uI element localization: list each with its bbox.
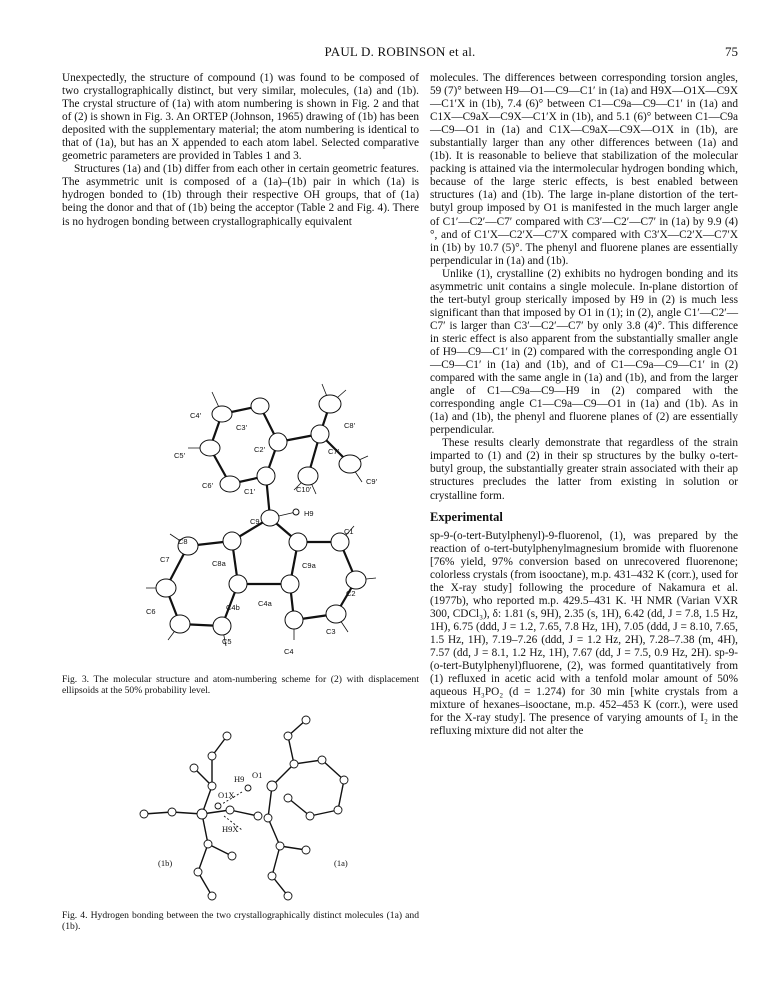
atom-label-c1p: C1′ (244, 487, 255, 496)
atom-label-c2: C2 (346, 589, 356, 598)
running-head-title: PAUL D. ROBINSON et al. (324, 44, 476, 59)
paragraph-5: These results clearly demonstrate that regardless of the strain imparted to (1) and (2) in their sp structures by the bulky o-tert-butyl group, the substantially greater strain associated with their ap structures precludes the latter from existing in solution or crystalline form. (430, 437, 738, 502)
atom-label-c4a: C4a (258, 599, 272, 608)
atom-label-c4: C4 (284, 647, 294, 656)
paragraph-1: Unexpectedly, the structure of compound (1) was found to be composed of two crystallographically distinct, but very similar, molecules, (1a) and (1b). The crystal structure of (1a) with atom numbering is shown in Fig. 2 and that of (2) is shown in Fig. 3. An ORTEP (Johnson, 1965) drawing of (1b) has been deposited with the supplementary material; the atom numbering is identical to that of (1a), but has an X appended to each atom label. Selected comparative geometric parameters are provided in Tables 1 and 3. (62, 72, 419, 163)
running-header (62, 44, 738, 62)
atom-label-c7: C7 (160, 555, 170, 564)
atom-label-c4b: C4b (226, 603, 240, 612)
atom-label-c3p: C3′ (236, 423, 247, 432)
section-title-experimental: Experimental (430, 509, 503, 524)
label-molecule-1a: (1a) (334, 858, 348, 868)
atom-label-c1: C1 (344, 527, 354, 536)
figure-3-drawing (62, 366, 419, 664)
atom-label-c8p: C8′ (344, 421, 355, 430)
label-o1x: O1X (218, 790, 235, 800)
atom-label-c9a: C9a (302, 561, 316, 570)
atom-label-c9p: C9′ (366, 477, 377, 486)
atom-label-c10p: C10′ (296, 485, 312, 494)
figure-4-hydrogen-bonding (62, 706, 419, 906)
atom-label-c8: C8 (178, 537, 188, 546)
atom-label-c6p: C6′ (202, 481, 213, 490)
figure-3-ortep (62, 366, 419, 664)
atom-label-c5: C5 (222, 637, 232, 646)
figure-4-caption: Fig. 4. Hydrogen bonding between the two crystallographically distinct molecules (1a) and (1b). (62, 910, 419, 932)
atom-label-c9: C9 (250, 517, 260, 526)
figure-4-drawing (62, 706, 419, 906)
label-h9: H9 (234, 774, 245, 784)
right-column (430, 72, 738, 738)
paragraph-3: molecules. The differences between corresponding torsion angles, 59 (7)° between H9—O1—C9—C1′ in (1a) and H9X—O1X—C9X—C1′X in (1b), 7.4 (6)° between C1—C9a—C9—C1′ in (1a) and C1X—C9aX—C9X—C1′X in (1b), and 5.1 (6)° between C1—C9a—C9—O1 in (1a) and C1X—C9aX—C9X—O1X in (1b), are substantially larger than any other differences between (1a) and (1b). It is reasonable to believe that stabilization of the molecular packing is attained via the intermolecular hydrogen bonding which, because of the large steric effects, is best enabled between structures (1a) and (1b). The large in-plane distortion of the tert-butyl group imposed by O1 is manifested in the much larger angle of C1′—C2′—C7′ compared with C3′—C2′—C7′ in (1a) by 9.9 (4)°, and of C1′X—C2′X—C7′X compared with C3′X—C2′X—C7′X in (1b) by 10.7 (5)°. The phenyl and fluorene planes are essentially perpendicular in (1a) and (1b). (430, 72, 738, 267)
atom-label-c2p: C2′ (254, 445, 265, 454)
atom-label-c7p: C7′ (328, 447, 339, 456)
page-number: 75 (725, 44, 738, 59)
paragraph-4: Unlike (1), crystalline (2) exhibits no hydrogen bonding and its asymmetric unit contains a single molecule. In-plane distortion of the tert-butyl group sterically imposed by H9 in (2) is much less significant than that imposed by O1 in (1); in (2), angle C1′—C2′—C7′ is larger than C3′—C2′—C7′ by only 3.8 (4)°. This difference in steric effect is also apparent from the substantially smaller angle of H9—C9—C1′ in (2) compared with the corresponding angle O1—C9—C1′ in (1a) and (1b), and of C1—C9a—C9—C1′ in (2) compared with the same angle in (1a) and (1b), and from the larger angle of C1—C9a—C9—H9 in (2) compared with the corresponding angle C1—C9a—C9—O1 in (1a) and (1b). As in (1a) and (1b), the phenyl and fluorene planes of (2) are essentially perpendicular. (430, 267, 738, 437)
atom-label-c8a: C8a (212, 559, 226, 568)
figure-3-caption: Fig. 3. The molecular structure and atom-numbering scheme for (2) with displacement ellipsoids at the 50% probability level. (62, 674, 419, 696)
label-h9x: H9X (222, 824, 239, 834)
atom-label-c5p: C5′ (174, 451, 185, 460)
label-molecule-1b: (1b) (158, 858, 173, 868)
paragraph-experimental: sp-9-(o-tert-Butylphenyl)-9-fluorenol, (1), was prepared by the reaction of o-tert-butylphenylmagnesium bromide with fluorenone [76% yield, 97% conversion based on unrecovered fluorenone; colorless crystals (from isooctane), m.p. 431–432 K (corr.), used for the X-ray study] following the procedure of Nakamura et al. (1977b), who reported m.p. 429.5–431 K. ¹H NMR (Varian VXR 300, CDCl₃), δ: 1.81 (s, 9H), 2.35 (s, 1H), 6.42 (dd, J = 7.8, 1.5 Hz, 1H), 6.75 (ddd, J = 1.2, 7.65, 7.8 Hz, 1H), 7.05 (ddd, J = 8.10, 7.65, 1.5 Hz, 1H), 7.19–7.26 (ddd, J = 1.2 Hz, 2H), 7.28–7.38 (m, 4H), 7.57 (dd, J = 8.1, 1.2 Hz, 1H), 7.67 (dd, J = 7.5, 0.9 Hz, 2H). sp-9-(o-tert-Butylphenyl)fluorene, (2), was formed quantitatively from (1) refluxed in acetic acid with a tenfold molar amount of 50% aqueous H₃PO₂ (d = 1.274) for 30 min [white crystals from a mixture of hexanes–isooctane, m.p. 452–453 K (corr.), were used for the X-ray study]. The presence of varying amounts of I₂ in the refluxing mixture did not alter the (430, 529, 738, 738)
atom-label-h9: H9 (304, 509, 314, 518)
atom-label-c6: C6 (146, 607, 156, 616)
left-column (62, 72, 419, 229)
label-o1: O1 (252, 770, 263, 780)
atom-label-c3: C3 (326, 627, 336, 636)
paragraph-2: Structures (1a) and (1b) differ from each other in certain geometric features. The asymmetric unit is composed of a (1a)–(1b) pair in which (1a) is hydrogen bonded to (1b) through their respective OH groups, that of (1a) being the donor and that of (1b) being the acceptor (Table 2 and Fig. 4). There is no hydrogen bonding between crystallographically equivalent (62, 163, 419, 228)
atom-label-c4p: C4′ (190, 411, 201, 420)
